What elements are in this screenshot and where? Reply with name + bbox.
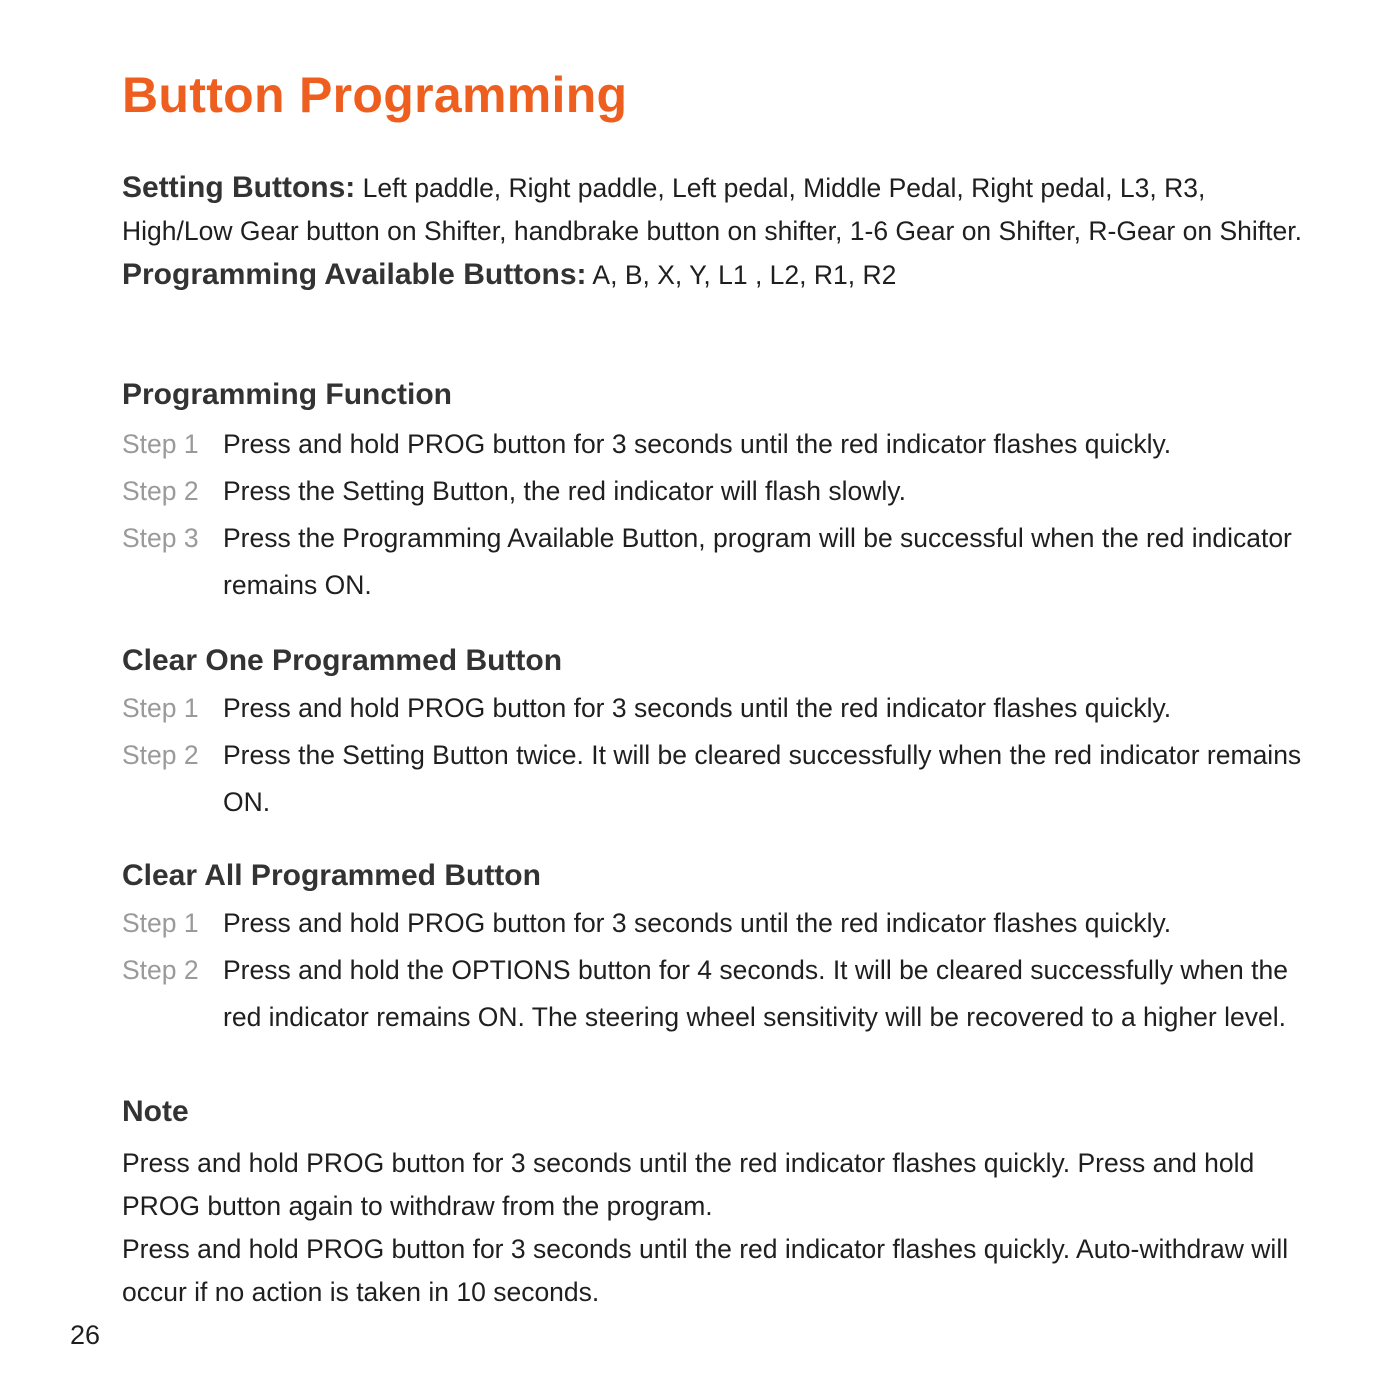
step-label: Step 2 bbox=[122, 476, 199, 506]
step-text: Press the Setting Button, the red indicator will flash slowly. bbox=[223, 476, 906, 506]
clear-all-section bbox=[122, 856, 1312, 1041]
page-number: 26 bbox=[70, 1320, 101, 1350]
step-item bbox=[122, 421, 1312, 468]
step-label: Step 1 bbox=[122, 908, 199, 938]
programming-function-section bbox=[122, 375, 1312, 609]
step-item bbox=[122, 732, 1312, 826]
clear-one-heading: Clear One Programmed Button bbox=[122, 644, 563, 677]
step-label: Step 2 bbox=[122, 955, 199, 985]
step-text: Press the Programming Available Button, program will be successful when the red indicator remains ON. bbox=[223, 523, 1292, 600]
step-item bbox=[122, 947, 1312, 1041]
step-text: Press the Setting Button twice. It will be cleared successfully when the red indicator remains ON. bbox=[223, 740, 1302, 817]
step-label: Step 2 bbox=[122, 740, 199, 770]
step-item bbox=[122, 515, 1312, 609]
setting-buttons-label: Setting Buttons: bbox=[122, 171, 356, 204]
note-heading: Note bbox=[122, 1095, 189, 1128]
clear-all-heading: Clear All Programmed Button bbox=[122, 859, 541, 892]
step-item bbox=[122, 468, 1312, 515]
clear-one-section bbox=[122, 641, 1312, 826]
step-label: Step 3 bbox=[122, 523, 199, 553]
programming-function-heading: Programming Function bbox=[122, 378, 452, 411]
note-section bbox=[122, 1092, 1312, 1314]
note-paragraph: Press and hold PROG button for 3 seconds until the red indicator flashes quickly. Press and hold PROG button again to withdraw from the program. bbox=[122, 1148, 1255, 1221]
available-buttons-paragraph bbox=[122, 253, 1312, 297]
step-text: Press and hold the OPTIONS button for 4 seconds. It will be cleared successfully when the red indicator remains ON. The steering wheel sensitivity will be recovered to a higher level. bbox=[223, 955, 1288, 1032]
available-buttons-label: Programming Available Buttons: bbox=[122, 258, 587, 291]
step-text: Press and hold PROG button for 3 seconds until the red indicator flashes quickly. bbox=[223, 429, 1172, 459]
step-item bbox=[122, 900, 1312, 947]
step-text: Press and hold PROG button for 3 seconds until the red indicator flashes quickly. bbox=[223, 693, 1172, 723]
step-item bbox=[122, 685, 1312, 732]
setting-buttons-paragraph bbox=[122, 166, 1312, 253]
page-title: Button Programming bbox=[122, 67, 628, 123]
setting-buttons-text: Left paddle, Right paddle, Left pedal, Middle Pedal, Right pedal, L3, R3, High/Low Gear button on Shifter, handbrake button on shifter, 1-6 Gear on Shifter, R-Gear on Shifter. bbox=[122, 173, 1302, 246]
step-label: Step 1 bbox=[122, 693, 199, 723]
available-buttons-text: A, B, X, Y, L1 , L2, R1, R2 bbox=[586, 260, 897, 290]
step-text: Press and hold PROG button for 3 seconds until the red indicator flashes quickly. bbox=[223, 908, 1172, 938]
note-paragraph: Press and hold PROG button for 3 seconds until the red indicator flashes quickly. Auto-withdraw will occur if no action is taken in 10 seconds. bbox=[122, 1234, 1289, 1307]
step-label: Step 1 bbox=[122, 429, 199, 459]
intro-block bbox=[122, 166, 1312, 297]
